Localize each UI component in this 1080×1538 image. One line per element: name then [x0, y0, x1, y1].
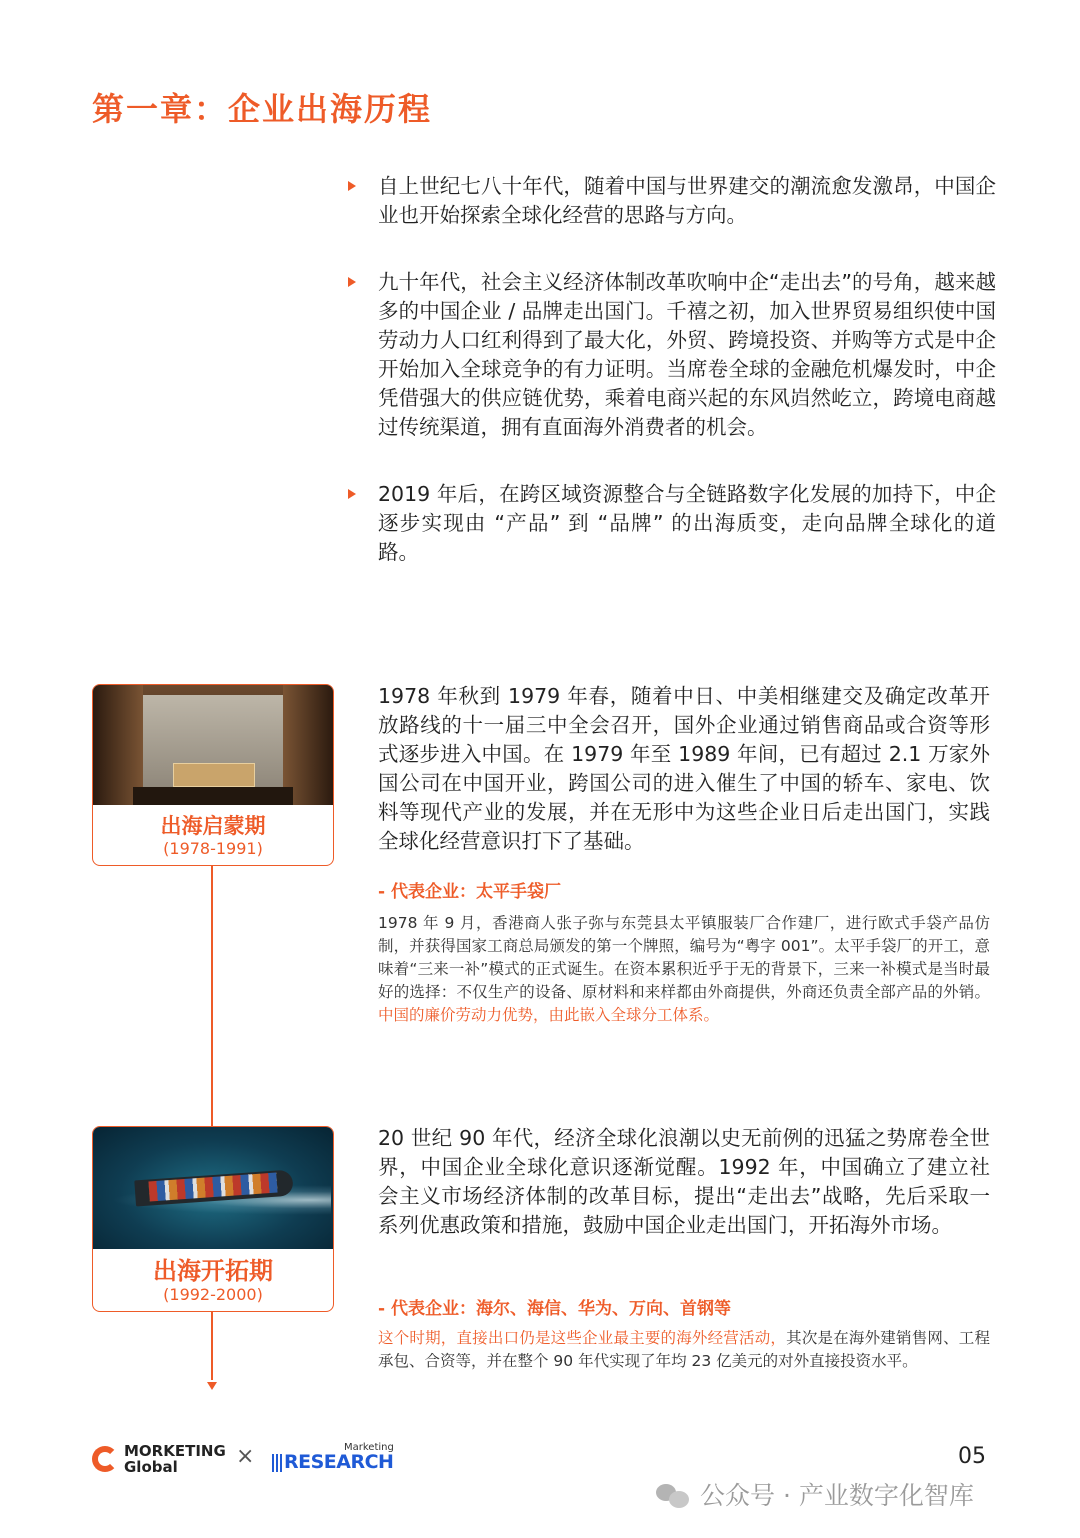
highlight-text: 这个时期，直接出口仍是这些企业最主要的海外经营活动，: [378, 1329, 787, 1347]
exhibition-hall-photo: [93, 685, 333, 805]
period-label: 出海启蒙期: [160, 814, 266, 838]
timeline-arrow-icon: [207, 1382, 217, 1390]
period-years: (1992-2000): [163, 1285, 263, 1304]
triangle-bullet-icon: [348, 181, 356, 191]
period-years: (1978-1991): [163, 839, 263, 858]
representative-text: 这个时期，直接出口仍是这些企业最主要的海外经营活动，其次是在海外建销售网、工程承包、合资等，并在整个 90 年代实现了年均 23 亿美元的对外直接投资水平。: [378, 1329, 990, 1370]
intro-bullet: [346, 172, 996, 230]
morketing-logo-icon: [92, 1446, 118, 1472]
intro-paragraph: 自上世纪七八十年代，随着中国与世界建交的潮流愈发激昂，中国企业也开始探索全球化经营的思路与方向。: [378, 174, 996, 227]
wechat-icon: [656, 1482, 690, 1508]
chapter-title: 第一章：企业出海历程: [92, 90, 433, 128]
period-label: 出海开拓期: [153, 1257, 273, 1285]
triangle-bullet-icon: [348, 277, 356, 287]
representative-text: 1978 年 9 月，香港商人张子弥与东莞县太平镇服装厂合作建厂，进行欧式手袋产品仿制，并获得国家工商总局颁发的第一个牌照，编号为“粤字 001”。太平手袋厂的开工，意味着“三来一补”模式的正式诞生。在资本累积近乎于无的背景下，三来一补模式是当时最好的选择：不仅生产的设备、原材料和来样都由外商提供，外商还负责全部产品的外销。中国的廉价劳动力优势，由此嵌入全球分工体系。: [378, 914, 990, 1024]
intro-section: [346, 172, 996, 605]
wechat-watermark: 公众号 · 产业数字化智库: [656, 1476, 974, 1512]
representative-title: - 代表企业：太平手袋厂: [378, 882, 561, 902]
logo-separator: ×: [236, 1444, 255, 1469]
intro-paragraph: 九十年代，社会主义经济体制改革吹响中企“走出去”的号角，越来越多的中国企业 / 品牌走出国门。千禧之初，加入世界贸易组织使中国劳动力人口红利得到了最大化，外贸、跨境投资、并购等方式是中企开始加入全球竞争的有力证明。当席卷全球的金融危机爆发时，中企凭借强大的供应链优势，乘着电商兴起的东风岿然屹立，跨境电商越过传统渠道，拥有直面海外消费者的机会。: [378, 270, 996, 439]
representative-title: - 代表企业：海尔、海信、华为、万向、首钢等: [378, 1299, 731, 1319]
page-number: 05: [958, 1444, 986, 1469]
period-card-1978: [92, 684, 334, 866]
intro-paragraph: 2019 年后，在跨区域资源整合与全链路数字化发展的加持下，中企逐步实现由 “产品” 到 “品牌” 的出海质变，走向品牌全球化的道路。: [378, 482, 996, 564]
period-card-1992: [92, 1126, 334, 1312]
intro-bullet: [346, 480, 996, 567]
period-description: 20 世纪 90 年代，经济全球化浪潮以史无前例的迅猛之势席卷全世界，中国企业全球化意识逐渐觉醒。1992 年，中国确立了建立社会主义市场经济体制的改革目标，提出“走出去”战略，先后采取一系列优惠政策和措施，鼓励中国企业走出国门，开拓海外市场。: [378, 1126, 990, 1237]
highlight-text: 中国的廉价劳动力优势，由此嵌入全球分工体系。: [378, 1006, 720, 1024]
cargo-ship-photo: [93, 1127, 333, 1249]
triangle-bullet-icon: [348, 489, 356, 499]
research-bars-icon: [272, 1454, 282, 1472]
period-description: 1978 年秋到 1979 年春，随着中日、中美相继建交及确定改革开放路线的十一届三中全会召开，国外企业通过销售商品或合资等形式逐步进入中国。在 1979 年至 1989 年间，已有超过 2.1 万家外国公司在中国开业，跨国公司的进入催生了中国的轿车、家电、饮料等现代产业的发展，并在无形中为这些企业日后走出国门，实践全球化经营意识打下了基础。: [378, 684, 990, 853]
intro-bullet: [346, 268, 996, 442]
